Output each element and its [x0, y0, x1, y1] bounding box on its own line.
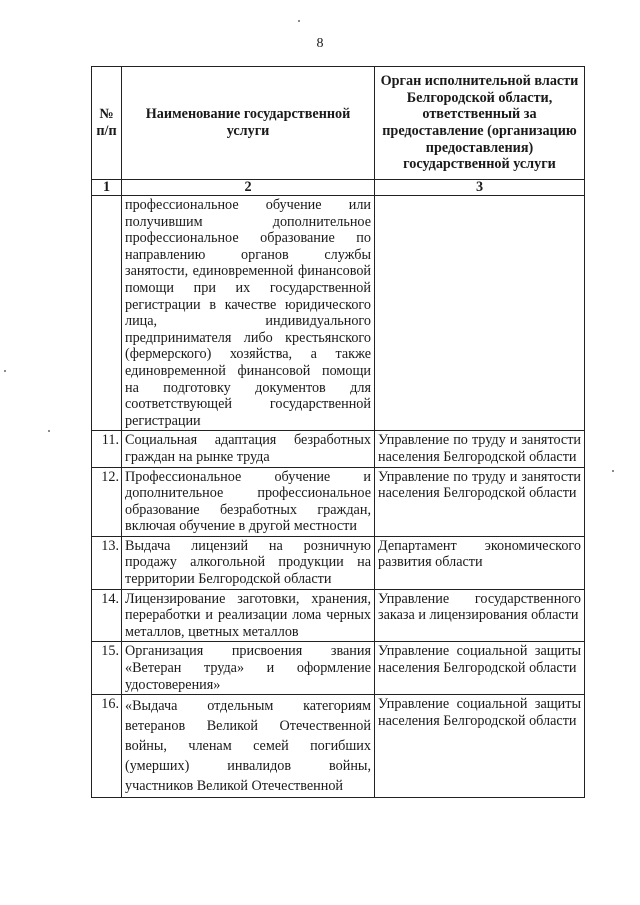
header-row	[92, 67, 585, 180]
table-row	[92, 431, 585, 467]
column-number-2: 2	[122, 180, 375, 196]
row-service-name: Выдача лицензий на розничную продажу алкогольной продукции на территории Белгородской области	[122, 536, 375, 589]
table-row	[92, 695, 585, 798]
row-service-name: Организация присвоения звания «Ветеран труда» и оформление удостоверения»	[122, 642, 375, 695]
header-num: № п/п	[92, 67, 122, 180]
header-organ: Орган исполнительной власти Белгородской области, ответственный за предоставление (организацию предоставления) государственной услуги	[375, 67, 585, 180]
row-service-name: «Выдача отдельным категориям ветеранов Великой Отечественной войны, членам семей погибших (умерших) инвалидов войны, участников Великой Отечественной	[122, 695, 375, 798]
row-service-name: Социальная адаптация безработных граждан на рынке труда	[122, 431, 375, 467]
row-num: 13.	[92, 536, 122, 589]
row-organ: Управление по труду и занятости населения Белгородской области	[375, 467, 585, 536]
table-row	[92, 642, 585, 695]
page-number: 8	[316, 36, 324, 51]
table-row	[92, 536, 585, 589]
row-service-name: Лицензирование заготовки, хранения, переработки и реализации лома черных металлов, цветных металлов	[122, 589, 375, 642]
row-num: 16.	[92, 695, 122, 798]
table-row	[92, 467, 585, 536]
column-numbers-row	[92, 180, 585, 196]
row-num: 14.	[92, 589, 122, 642]
scan-speck	[48, 430, 50, 432]
row-num: 11.	[92, 431, 122, 467]
row-num: 15.	[92, 642, 122, 695]
row-organ: Управление социальной защиты населения Белгородской области	[375, 642, 585, 695]
row-organ: Управление государственного заказа и лицензирования области	[375, 589, 585, 642]
scan-speck	[298, 20, 300, 22]
table-row	[92, 589, 585, 642]
row-organ	[375, 196, 585, 431]
row-organ: Департамент экономического развития области	[375, 536, 585, 589]
row-service-name: профессиональное обучение или получившим дополнительное профессиональное образование по направлению органов службы занятости, единовременной финансовой помощи при их государственной регистрации в качестве юридического лица, индивидуального предпринимателя либо крестьянского (фермерского) хозяйства, а также единовременной финансовой помощи на подготовку документов для соответствующей государственной регистрации	[122, 196, 375, 431]
services-table	[91, 66, 585, 798]
column-number-3: 3	[375, 180, 585, 196]
column-number-1: 1	[92, 180, 122, 196]
scan-speck	[612, 470, 614, 472]
row-organ: Управление по труду и занятости населения Белгородской области	[375, 431, 585, 467]
table-row-continuation	[92, 196, 585, 431]
row-service-name: Профессиональное обучение и дополнительное профессиональное образование безработных граждан, включая обучение в другой местности	[122, 467, 375, 536]
row-organ: Управление социальной защиты населения Белгородской области	[375, 695, 585, 798]
header-service-name: Наименование государственной услуги	[122, 67, 375, 180]
scan-speck	[4, 370, 6, 372]
row-num-cell	[92, 196, 122, 431]
row-num: 12.	[92, 467, 122, 536]
